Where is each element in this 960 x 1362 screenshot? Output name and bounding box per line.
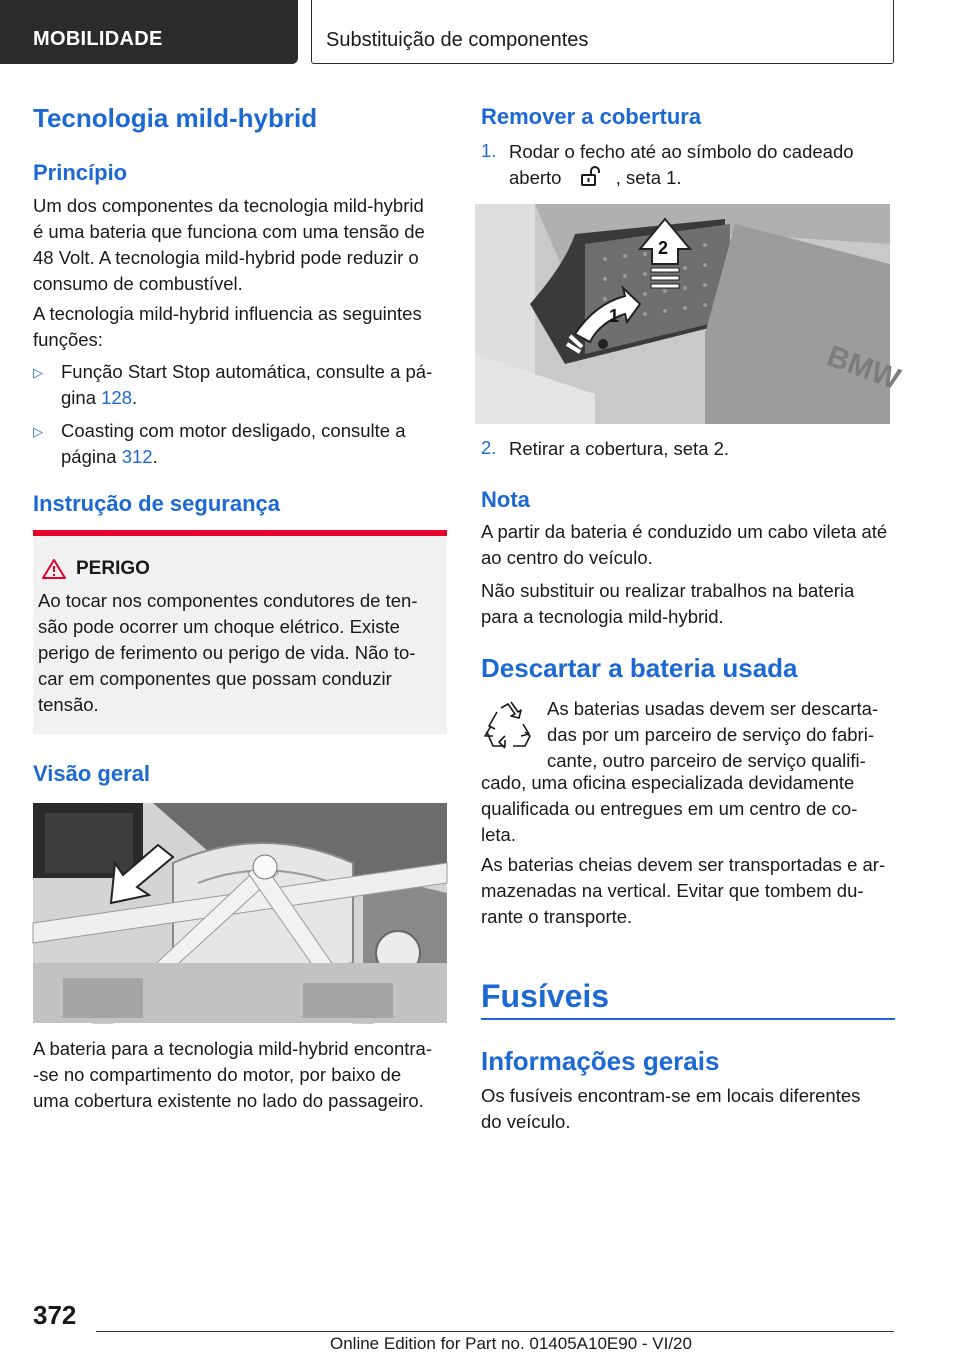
photo-brand-text: BMW (822, 339, 905, 397)
text-line: uma cobertura existente no lado do passageiro. (33, 1090, 424, 1111)
step-item (509, 436, 899, 462)
general-info-heading: Informações gerais (481, 1046, 720, 1076)
text-line: cante, outro parceiro de serviço qualifi- (547, 750, 866, 771)
engine-bay-image (33, 803, 447, 1023)
page-number: 372 (33, 1300, 77, 1330)
bullet-item: Coasting com motor desligado, consulte a página 312. (61, 418, 451, 470)
warning-box (33, 536, 447, 734)
text-line: mazenadas na vertical. Evitar que tombem du- (481, 880, 864, 901)
text-line: funções: (33, 329, 103, 350)
fuses-heading: Fusíveis (481, 978, 610, 1014)
warning-triangle-icon (41, 558, 67, 580)
text-line: leta. (481, 824, 516, 845)
text-line: Coasting com motor desligado, consulte a (61, 420, 406, 441)
text-line: Retirar a cobertura, seta 2. (509, 438, 730, 459)
open-padlock-icon (579, 165, 601, 187)
text-line: A partir da bateria é conduzido um cabo vileta até (481, 521, 888, 542)
page-title: Tecnologia mild-hybrid (33, 103, 318, 133)
photo-label-2: 2 (658, 238, 669, 258)
text-line: Rodar o fecho até ao símbolo do cadeado (509, 141, 854, 162)
text-line: é uma bateria que funciona com uma tensão de (33, 221, 425, 242)
overview-caption (33, 1036, 453, 1114)
text-line: Ao tocar nos componentes condutores de ten- (38, 590, 418, 611)
remove-cover-heading: Remover a cobertura (481, 104, 702, 129)
text-line: 48 Volt. A tecnologia mild-hybrid pode reduzir o (33, 247, 419, 268)
text-line: gina (61, 387, 102, 408)
page-reference-link[interactable]: 128 (101, 387, 132, 408)
principle-paragraph (33, 193, 453, 297)
text-line: A tecnologia mild-hybrid influencia as seguintes (33, 303, 422, 324)
step-number: 2. (481, 437, 497, 458)
note-paragraph-2 (481, 578, 901, 630)
text-line: consumo de combustível. (33, 273, 243, 294)
bullet-triangle-icon: ▷ (33, 424, 43, 439)
text-line: Um dos componentes da tecnologia mild-hybrid (33, 195, 424, 216)
text-line: Não substituir ou realizar trabalhos na bateria (481, 580, 855, 601)
text-line: Função Start Stop automática, consulte a pá- (61, 361, 433, 382)
photo-label-1: 1 (609, 306, 620, 326)
recycling-icon (483, 702, 533, 750)
warning-title: PERIGO (76, 558, 150, 579)
transport-paragraph (481, 852, 901, 930)
text-line: para a tecnologia mild-hybrid. (481, 606, 724, 627)
text-line: Os fusíveis encontram-se em locais diferentes (481, 1085, 861, 1106)
text-line: ao centro do veículo. (481, 547, 653, 568)
text-line: tensão. (38, 694, 99, 715)
text-line: das por um parceiro de serviço do fabri- (547, 724, 874, 745)
chapter-tab (311, 0, 894, 64)
chapter-label: Substituição de componentes (326, 29, 589, 51)
text-line: são pode ocorrer um choque elétrico. Existe (38, 616, 400, 637)
general-info-paragraph (481, 1083, 901, 1135)
text-line: página (61, 446, 122, 467)
section-divider (481, 1018, 895, 1020)
battery-cover-image (475, 204, 905, 424)
bullet-triangle-icon: ▷ (33, 365, 43, 380)
text-line: aberto (509, 167, 562, 188)
dispose-battery-heading: Descartar a bateria usada (481, 653, 798, 683)
bullet-item: Função Start Stop automática, consulte a pá- gina 128. (61, 359, 451, 411)
overview-heading: Visão geral (33, 761, 150, 786)
note-heading: Nota (481, 487, 530, 512)
text-line: -se no compartimento do motor, por baixo de (33, 1064, 402, 1085)
dispose-paragraph-indent (547, 696, 907, 774)
text-line: perigo de ferimento ou perigo de vida. Não to- (38, 642, 416, 663)
text-line: As baterias usadas devem ser descarta- (547, 698, 879, 719)
section-label: MOBILIDADE (33, 28, 163, 50)
safety-heading: Instrução de segurança (33, 491, 280, 516)
note-paragraph-1 (481, 519, 901, 571)
text-line: A bateria para a tecnologia mild-hybrid encontra- (33, 1038, 433, 1059)
section-tab (0, 0, 298, 64)
principle-heading: Princípio (33, 160, 128, 185)
step-item (509, 139, 899, 191)
text-line: do veículo. (481, 1111, 571, 1132)
text-line: cado, uma oficina especializada devidamente (481, 772, 855, 793)
text-line: , seta 1. (615, 167, 682, 188)
warning-text (38, 588, 448, 718)
dispose-paragraph (481, 770, 901, 848)
footer-rule (96, 1331, 894, 1332)
text-line: rante o transporte. (481, 906, 633, 927)
text-line: qualificada ou entregues em um centro de co- (481, 798, 858, 819)
edition-note: Online Edition for Part no. 01405A10E90 - VI/20 (330, 1334, 692, 1353)
step-number: 1. (481, 140, 497, 161)
text-line: car em componentes que possam conduzir (38, 668, 392, 689)
influence-paragraph (33, 301, 453, 353)
page-reference-link[interactable]: 312 (121, 446, 153, 467)
text-line: As baterias cheias devem ser transportadas e ar- (481, 854, 886, 875)
